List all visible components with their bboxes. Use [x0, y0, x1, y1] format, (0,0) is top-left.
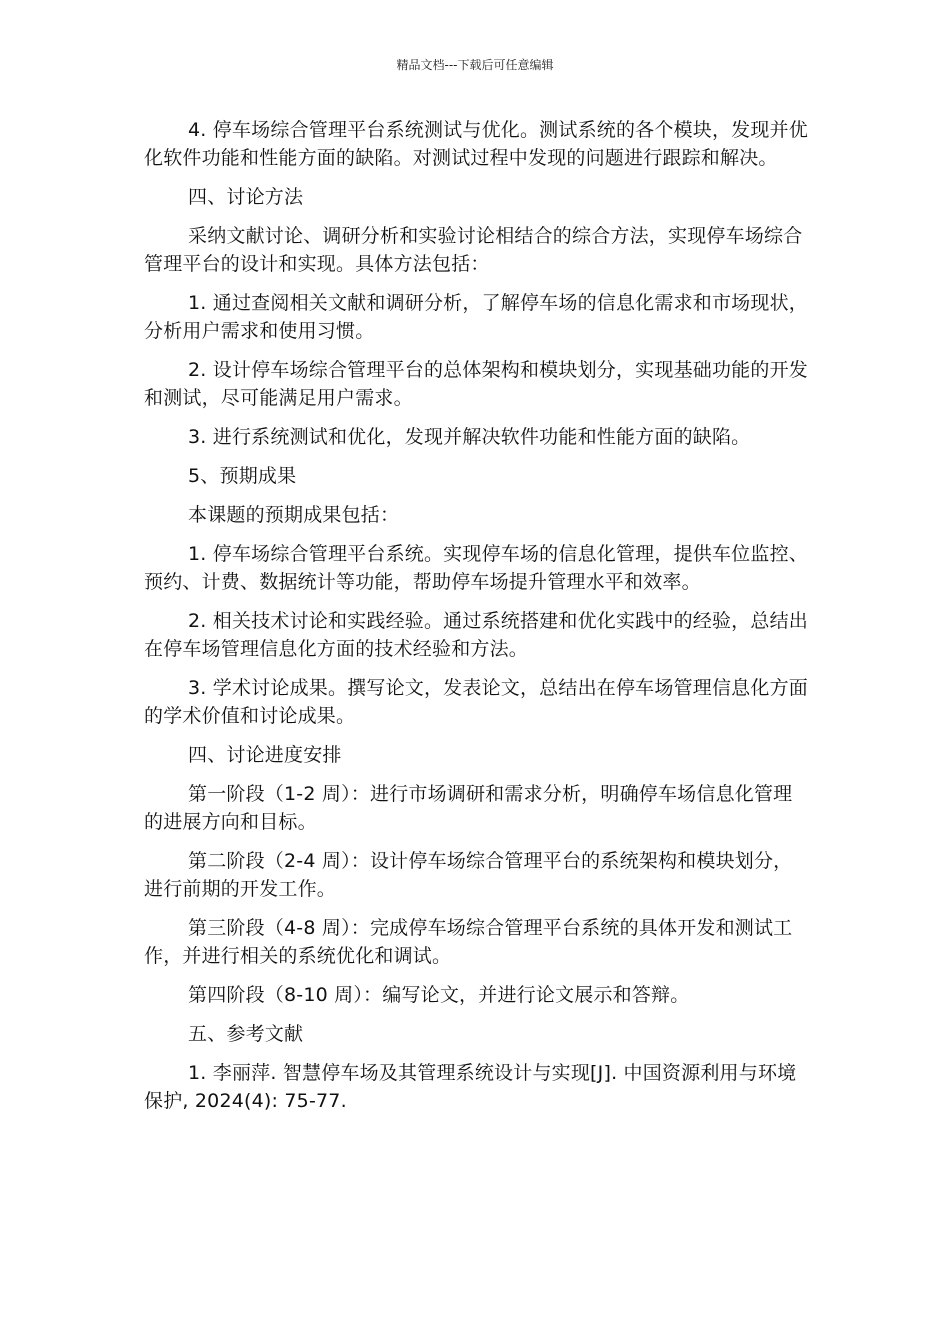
section-heading-references: 五、参考文献 — [188, 1023, 304, 1045]
document-body — [144, 116, 808, 1126]
reference-item-1: 1. 李丽萍. 智慧停车场及其管理系统设计与实现[J]. 中国资源利用与环境保护, 2024(4): 75-77. — [144, 1062, 797, 1112]
section-heading-schedule: 四、讨论进度安排 — [188, 744, 342, 766]
paragraph-method-2: 2. 设计停车场综合管理平台的总体架构和模块划分，实现基础功能的开发和测试，尽可能满足用户需求。 — [144, 359, 808, 409]
paragraph-phase-3: 第三阶段（4-8 周）：完成停车场综合管理平台系统的具体开发和测试工作，并进行相关的系统优化和调试。 — [144, 917, 793, 967]
section-heading-methods: 四、讨论方法 — [188, 186, 304, 208]
section-heading-expected-results: 5、预期成果 — [188, 465, 297, 487]
paragraph-method-3: 3. 进行系统测试和优化，发现并解决软件功能和性能方面的缺陷。 — [188, 426, 751, 448]
paragraph-results-intro: 本课题的预期成果包括： — [188, 504, 400, 526]
paragraph-result-3: 3. 学术讨论成果。撰写论文，发表论文，总结出在停车场管理信息化方面的学术价值和讨论成果。 — [144, 677, 808, 727]
page-header: 精品文档---下载后可任意编辑 — [396, 58, 554, 72]
paragraph-test-optimization: 4. 停车场综合管理平台系统测试与优化。测试系统的各个模块，发现并优化软件功能和性能方面的缺陷。对测试过程中发现的问题进行跟踪和解决。 — [144, 119, 808, 169]
paragraph-phase-4: 第四阶段（8-10 周）：编写论文，并进行论文展示和答辩。 — [188, 984, 690, 1006]
paragraph-methods-intro: 采纳文献讨论、调研分析和实验讨论相结合的综合方法，实现停车场综合管理平台的设计和实现。具体方法包括： — [144, 225, 803, 275]
paragraph-result-2: 2. 相关技术讨论和实践经验。通过系统搭建和优化实践中的经验，总结出在停车场管理信息化方面的技术经验和方法。 — [144, 610, 808, 660]
paragraph-method-1: 1. 通过查阅相关文献和调研分析，了解停车场的信息化需求和市场现状，分析用户需求和使用习惯。 — [144, 292, 808, 342]
paragraph-result-1: 1. 停车场综合管理平台系统。实现停车场的信息化管理，提供车位监控、预约、计费、数据统计等功能，帮助停车场提升管理水平和效率。 — [144, 543, 808, 593]
paragraph-phase-1: 第一阶段（1-2 周）：进行市场调研和需求分析，明确停车场信息化管理的进展方向和目标。 — [144, 783, 793, 833]
paragraph-phase-2: 第二阶段（2-4 周）：设计停车场综合管理平台的系统架构和模块划分，进行前期的开发工作。 — [144, 850, 793, 900]
